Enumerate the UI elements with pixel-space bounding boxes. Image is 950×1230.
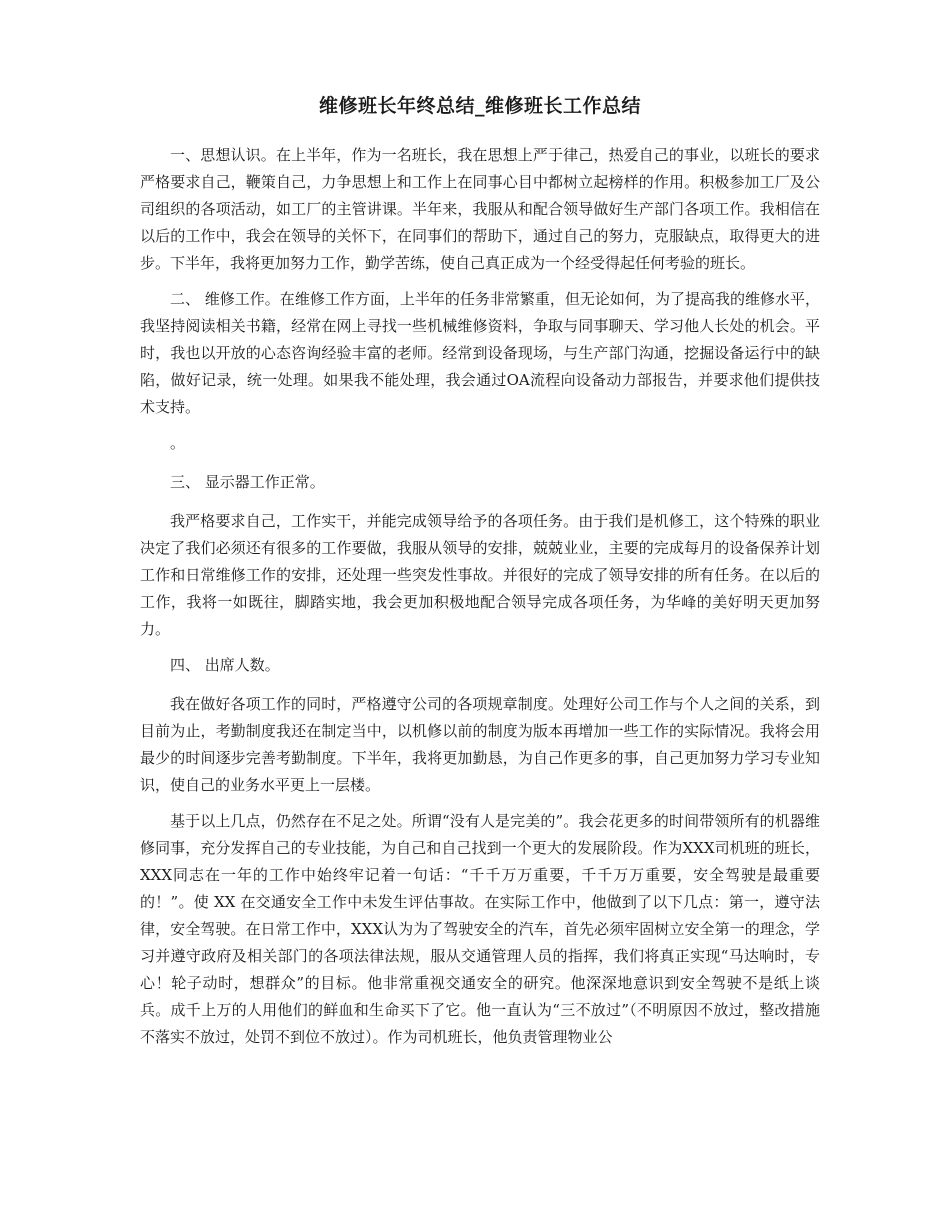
paragraph-duties: 我严格要求自己，工作实干，并能完成领导给予的各项任务。由于我们是机修工，这个特殊的职业决定了我们必须还有很多的工作要做，我服从领导的安排，兢兢业业，主要的完成每月的设备保养计划工作和日常维修工作的安排，还处理一些突发性事故。并很好的完成了领导安排的所有任务。在以后的工作，我将一如既往，脚踏实地，我会更加积极地配合领导完成各项任务，为华峰的美好明天更加努力。 <box>140 512 820 638</box>
document-page <box>140 92 820 1060</box>
section-heading-four: 四、 出席人数。 <box>170 656 280 674</box>
section-heading-three: 三、 显示器工作正常。 <box>170 473 325 491</box>
paragraph-summary: 基于以上几点，仍然存在不足之处。所谓“没有人是完美的”。我会花更多的时间带领所有的机器维修同事，充分发挥自己的专业技能，为自己和自己找到一个更大的发展阶段。作为XXX司机班的班长，XXX同志在一年的工作中始终牢记着一句话：“千千万万重要，千千万万重要，安全驾驶是最重要的！”。使 XX 在交通安全工作中未发生评估事故。在实际工作中，他做到了以下几点：第一，遵守法律，安全驾驶。在日常工作中，XXX认为为了驾驶安全的汽车，首先必须牢固树立安全第一的理念，学习并遵守政府及相关部门的各项法律法规，服从交通管理人员的指挥，我们将真正实现“马达响时，专心！轮子动时，想群众”的目标。他非常重视交通安全的研究。他深深地意识到安全驾驶不是纸上谈兵。成千上万的人用他们的鲜血和生命买下了它。他一直认为“三不放过”（不明原因不放过，整改措施不落实不放过，处罚不到位不放过）。作为司机班长，他负责管理物业公 <box>140 812 820 1046</box>
document-title: 维修班长年终总结_维修班长工作总结 <box>318 95 641 117</box>
paragraph-attendance: 我在做好各项工作的同时，严格遵守公司的各项规章制度。处理好公司工作与个人之间的关系，到目前为止，考勤制度我还在制定当中，以机修以前的制度为版本再增加一些工作的实际情况。我将会用最少的时间逐步完善考勤制度。下半年，我将更加勤恳，为自己作更多的事，自己更加努力学习专业知识，使自己的业务水平更上一层楼。 <box>140 695 820 794</box>
paragraph-ideology: 一、思想认识。在上半年，作为一名班长，我在思想上严于律己，热爱自己的事业，以班长的要求严格要求自己，鞭策自己，力争思想上和工作上在同事心目中都树立起榜样的作用。积极参加工厂及公司组织的各项活动，如工厂的主管讲课。半年来，我服从和配合领导做好生产部门各项工作。我相信在以后的工作中，我会在领导的关怀下，在同事们的帮助下，通过自己的努力，克服缺点，取得更大的进步。下半年，我将更加努力工作，勤学苦练，使自己真正成为一个经受得起任何考验的班长。 <box>140 146 820 272</box>
paragraph-period: 。 <box>170 434 186 452</box>
paragraph-maintenance: 二、 维修工作。在维修工作方面，上半年的任务非常繁重，但无论如何，为了提高我的维修水平，我坚持阅读相关书籍，经常在网上寻找一些机械维修资料，争取与同事聊天、学习他人长处的机会。平时，我也以开放的心态咨询经验丰富的老师。经常到设备现场，与生产部门沟通，挖掘设备运行中的缺陷，做好记录，统一处理。如果我不能处理，我会通过OA流程向设备动力部报告，并要求他们提供技术支持。 <box>140 290 820 416</box>
